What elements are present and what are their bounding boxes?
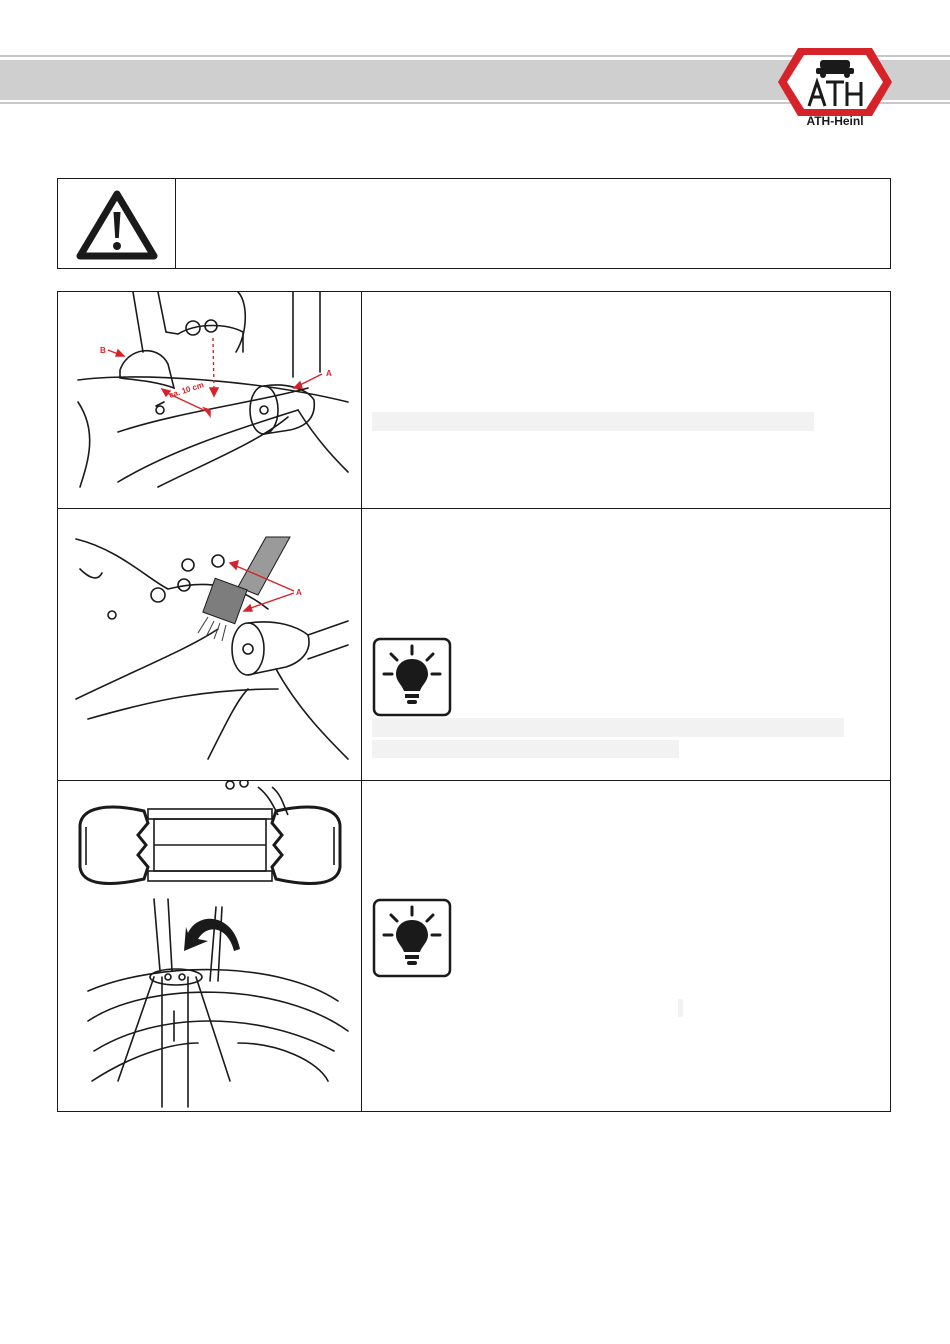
steps-table bbox=[57, 291, 891, 1112]
warning-triangle-icon bbox=[76, 190, 158, 260]
step-row-3 bbox=[58, 780, 890, 1111]
label-distance: ca. 10 cm bbox=[167, 380, 205, 400]
step-3-text-placeholder bbox=[678, 999, 683, 1017]
step-2-illustration bbox=[58, 509, 362, 780]
label-b: B bbox=[100, 346, 106, 355]
warning-box bbox=[57, 178, 891, 269]
rotation-arrow-icon bbox=[184, 919, 240, 951]
warning-icon-cell bbox=[58, 179, 176, 268]
step-2-text-placeholder-2 bbox=[372, 740, 679, 758]
step-1-text-placeholder bbox=[372, 412, 814, 431]
step-3-illustration bbox=[58, 781, 362, 1111]
step-row-1 bbox=[58, 292, 890, 508]
brand-name: ATH-Heinl bbox=[806, 114, 864, 128]
label-a-step-2: A bbox=[296, 588, 302, 597]
lightbulb-icon bbox=[372, 898, 452, 978]
step-1-illustration bbox=[58, 292, 362, 508]
step-row-2 bbox=[58, 508, 890, 780]
lightbulb-icon bbox=[372, 637, 452, 717]
label-a: A bbox=[326, 369, 332, 378]
step-2-text-placeholder-1 bbox=[372, 718, 844, 737]
